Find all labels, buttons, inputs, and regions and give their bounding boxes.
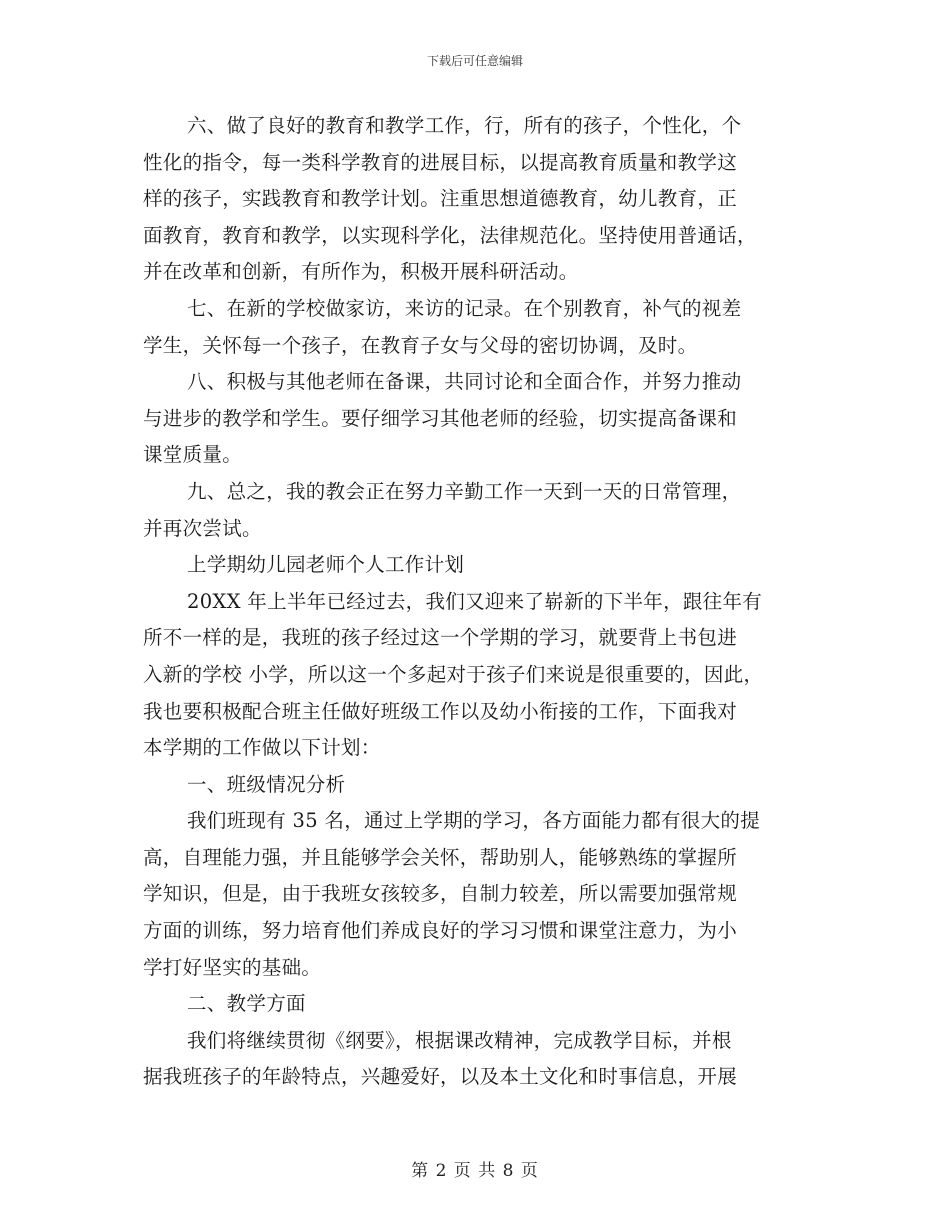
text-line: 20XX 年上半年已经过去，我们又迎来了崭新的下半年，跟往年有: [187, 589, 763, 613]
text-line: 九、总之，我的教会正在努力辛勤工作一天到一天的日常管理，: [187, 479, 742, 503]
text-line: 六、做了良好的教育和教学工作，行，所有的孩子，个性化，个: [187, 114, 742, 137]
text-line: 一、班级情况分析: [187, 772, 346, 796]
text-line: 据我班孩子的年龄特点，兴趣爱好，以及本土文化和时事信息，开展: [143, 1065, 738, 1089]
text-line: 二、教学方面: [187, 992, 306, 1016]
text-line: 样的孩子，实践教育和教学计划。注重思想道德教育，幼儿教育，正: [143, 187, 738, 211]
text-line: 并在改革和创新，有所作为，积极开展科研活动。: [143, 260, 579, 284]
text-line: 方面的训练，努力培育他们养成良好的学习习惯和课堂注意力，为小: [143, 919, 738, 943]
text-line: 与进步的教学和学生。要仔细学习其他老师的经验，切实提高备课和: [143, 406, 738, 430]
text-line: 八、积极与其他老师在备课，共同讨论和全面合作，并努力推动: [187, 370, 742, 394]
text-line: 我也要积极配合班主任做好班级工作以及幼小衔接的工作，下面我对: [143, 699, 738, 723]
text-line: 所不一样的是，我班的孩子经过这一个学期的学习，就要背上书包进: [143, 626, 738, 650]
text-line: 上学期幼儿园老师个人工作计划: [187, 553, 465, 577]
text-line: 入新的学校 小学，所以这一个多起对于孩子们来说是很重要的，因此，: [143, 662, 764, 686]
text-line: 学知识，但是，由于我班女孩较多，自制力较差，所以需要加强常规: [143, 882, 738, 906]
header-note: 下载后可任意编辑: [426, 54, 523, 68]
text-line: 学打好坚实的基础。: [143, 955, 322, 979]
text-line: 本学期的工作做以下计划：: [143, 736, 381, 760]
document-body: [143, 108, 808, 1096]
text-line: 性化的指令，每一类科学教育的进展目标，以提高教育质量和教学这: [143, 150, 738, 174]
text-line: 课堂质量。: [143, 443, 243, 467]
text-line: 我们班现有 35 名，通过上学期的学习，各方面能力都有很大的提: [187, 809, 761, 833]
text-line: 学生，关怀每一个孩子，在教育子女与父母的密切协调，及时。: [143, 333, 698, 357]
text-line: 并再次尝试。: [143, 516, 262, 540]
text-line: 高，自理能力强，并且能够学会关怀，帮助别人，能够熟练的掌握所: [143, 845, 738, 869]
page-number: 第 2 页 共 8 页: [411, 1161, 539, 1181]
text-line: 我们将继续贯彻《纲要》，根据课改精神，完成教学目标，并根: [187, 1028, 732, 1052]
text-line: 面教育，教育和教学，以实现科学化，法律规范化。坚持使用普通话，: [143, 223, 757, 247]
text-line: 七、在新的学校做家访，来访的记录。在个别教育，补气的视差: [187, 296, 742, 320]
